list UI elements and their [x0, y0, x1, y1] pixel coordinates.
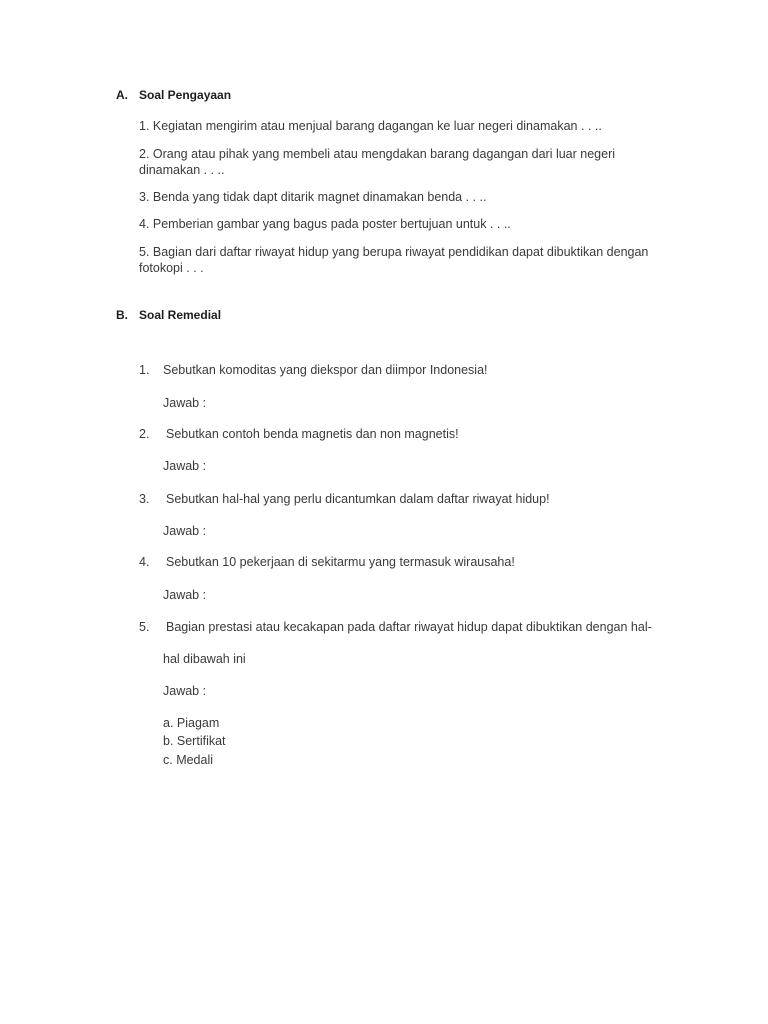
enrichment-question-1: 1. Kegiatan mengirim atau menjual barang dagangan ke luar negeri dinamakan . . ..	[139, 119, 602, 133]
answer-label-3: Jawab :	[163, 524, 207, 538]
remedial-question-2: Sebutkan contoh benda magnetis dan non magnetis!	[166, 427, 459, 441]
remedial-number-3: 3.	[139, 492, 150, 506]
answer-label-1: Jawab :	[163, 396, 207, 410]
remedial-question-5-continued: hal dibawah ini	[163, 652, 246, 666]
remedial-question-4: Sebutkan 10 pekerjaan di sekitarmu yang termasuk wirausaha!	[166, 555, 515, 569]
enrichment-question-5: 5. Bagian dari daftar riwayat hidup yang berupa riwayat pendidikan dapat dibuktikan dengan	[139, 245, 649, 259]
answer-option-c: c. Medali	[163, 753, 214, 767]
answer-option-a: a. Piagam	[163, 716, 220, 730]
remedial-question-1: Sebutkan komoditas yang diekspor dan diimpor Indonesia!	[163, 363, 488, 377]
remedial-question-5: Bagian prestasi atau kecakapan pada daftar riwayat hidup dapat dibuktikan dengan hal-	[166, 620, 652, 634]
remedial-number-5: 5.	[139, 620, 150, 634]
enrichment-question-4: 4. Pemberian gambar yang bagus pada poster bertujuan untuk . . ..	[139, 217, 511, 231]
answer-label-4: Jawab :	[163, 588, 207, 602]
enrichment-question-2-continued: dinamakan . . ..	[139, 163, 225, 177]
remedial-number-4: 4.	[139, 555, 150, 569]
remedial-number-2: 2.	[139, 427, 150, 441]
remedial-number-1: 1.	[139, 363, 150, 377]
section-b-title: Soal Remedial	[139, 308, 222, 322]
answer-label-2: Jawab :	[163, 459, 207, 473]
enrichment-question-3: 3. Benda yang tidak dapt ditarik magnet dinamakan benda . . ..	[139, 190, 487, 204]
remedial-question-3: Sebutkan hal-hal yang perlu dicantumkan dalam daftar riwayat hidup!	[166, 492, 550, 506]
section-a-title: Soal Pengayaan	[139, 88, 232, 102]
answer-option-b: b. Sertifikat	[163, 734, 226, 748]
section-b-marker: B.	[116, 308, 128, 322]
enrichment-question-5-continued: fotokopi . . .	[139, 261, 204, 275]
answer-label-5: Jawab :	[163, 684, 207, 698]
enrichment-question-2: 2. Orang atau pihak yang membeli atau mengdakan barang dagangan dari luar negeri	[139, 147, 616, 161]
section-a-marker: A.	[116, 88, 128, 102]
